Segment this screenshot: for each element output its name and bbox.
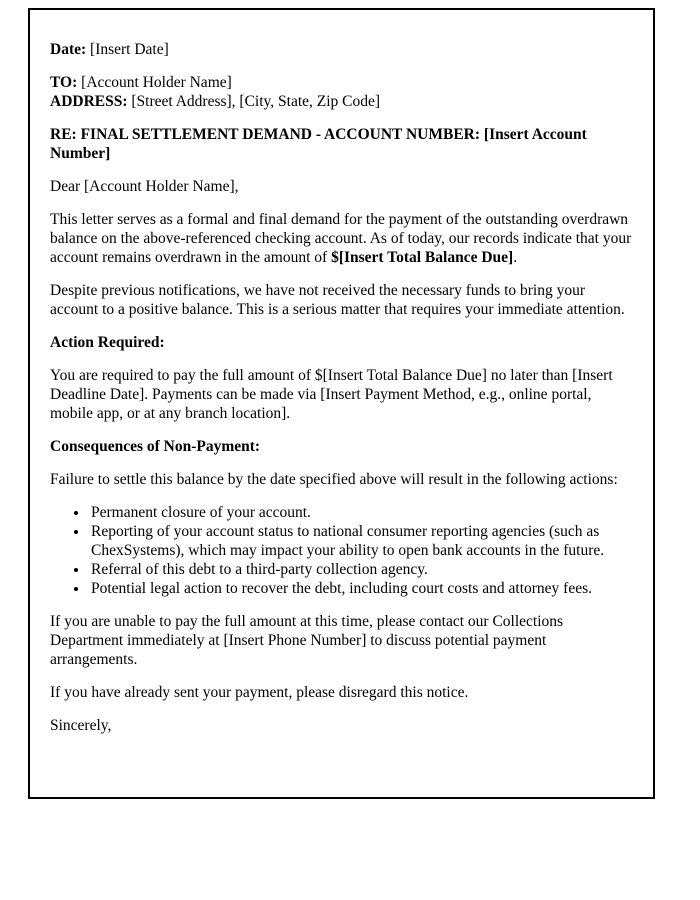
consequences-list [50, 503, 633, 598]
consequences-heading: Consequences of Non-Payment: [50, 438, 261, 455]
list-item: • Permanent closure of your account. [89, 503, 633, 522]
list-item: • Potential legal action to recover the debt, including court costs and attorney fees. [89, 579, 633, 598]
list-item: • Reporting of your account status to national consumer reporting agencies (such as ChexSystems), which may impact your ability to open bank accounts in the future. [89, 522, 633, 560]
recipient-block [50, 73, 633, 111]
paragraph-failure: Failure to settle this balance by the date specified above will result in the following actions: [50, 471, 618, 488]
to-value: [Account Holder Name] [77, 74, 232, 91]
date-line [50, 40, 633, 59]
address-value: [Street Address], [City, State, Zip Code] [127, 93, 381, 110]
paragraph-intro-text: This letter serves as a formal and final demand for the payment of the outstanding overdrawn balance on the above-referenced checking account. As of today, our records indicate that your account remains overdrawn in the amount of [50, 211, 632, 266]
letter-content [50, 40, 633, 735]
paragraph-despite: Despite previous notifications, we have not received the necessary funds to bring your account to a positive balance. This is a serious matter that requires your immediate attention. [50, 282, 625, 318]
subject-line: RE: FINAL SETTLEMENT DEMAND - ACCOUNT NUMBER: [Insert Account Number] [50, 126, 587, 162]
balance-due-bold: $[Insert Total Balance Due] [331, 249, 514, 266]
letter-page [28, 8, 655, 799]
to-line [50, 73, 633, 92]
list-item: • Referral of this debt to a third-party collection agency. [89, 560, 633, 579]
paragraph-intro-period: . [513, 249, 518, 266]
date-label: Date: [50, 41, 87, 58]
closing: Sincerely, [50, 717, 112, 734]
to-label: TO: [50, 74, 78, 91]
address-line [50, 92, 633, 111]
paragraph-intro [50, 210, 633, 267]
paragraph-contact: If you are unable to pay the full amount at this time, please contact our Collections Department immediately at [Insert Phone Number] to discuss potential payment arrangements. [50, 613, 564, 668]
address-label: ADDRESS: [50, 93, 128, 110]
date-value: [Insert Date] [86, 41, 169, 58]
action-required-heading: Action Required: [50, 334, 165, 351]
salutation: Dear [Account Holder Name], [50, 178, 239, 195]
paragraph-disregard: If you have already sent your payment, please disregard this notice. [50, 684, 469, 701]
paragraph-action: You are required to pay the full amount of $[Insert Total Balance Due] no later than [Insert Deadline Date]. Payments can be made via [Insert Payment Method, e.g., online portal, mobile app, or at any branch location]. [50, 367, 613, 422]
